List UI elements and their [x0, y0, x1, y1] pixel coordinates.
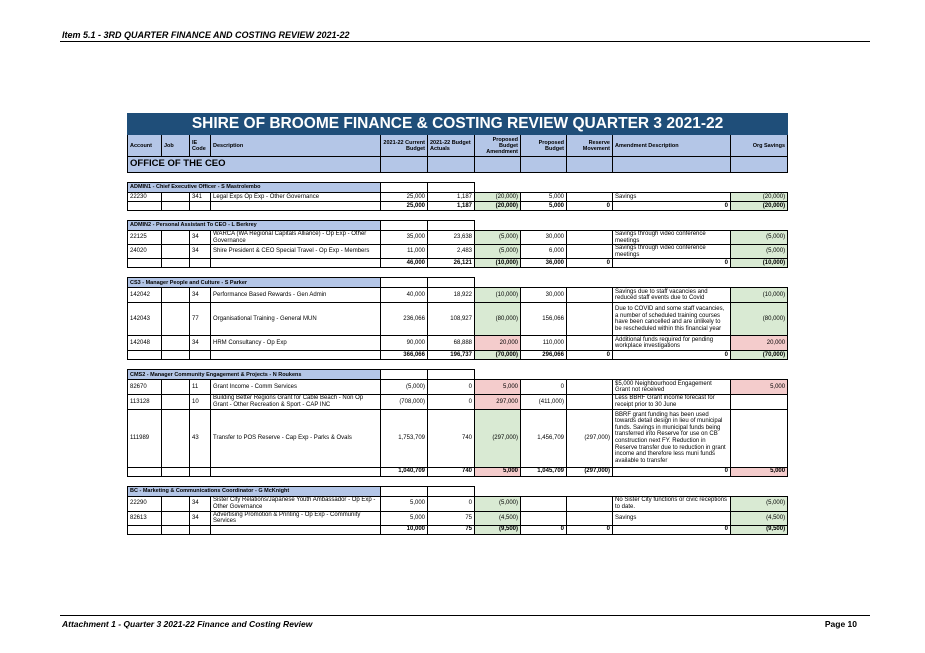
job-cell	[162, 511, 190, 525]
total-savings-cell: (9,500)	[731, 525, 788, 534]
actuals-cell: 68,888	[428, 336, 475, 351]
reserve-movement-cell	[567, 511, 613, 525]
amendment-description-cell: Savings through video conference meetings	[613, 231, 731, 245]
job-cell	[162, 303, 190, 336]
job-cell	[162, 231, 190, 245]
total-blank	[128, 259, 162, 268]
total-proposed-cell: 1,045,709	[521, 467, 567, 476]
actuals-cell: 740	[428, 409, 475, 467]
current-budget-cell: 11,000	[381, 245, 428, 259]
total-reserve-cell: (297,000)	[567, 467, 613, 476]
proposed-budget-cell: (411,000)	[521, 395, 567, 409]
section-spacer	[128, 173, 788, 183]
current-budget-cell: 40,000	[381, 288, 428, 303]
total-blank	[211, 525, 381, 534]
org-savings-cell: (5,000)	[731, 496, 788, 511]
ie-code-cell: 34	[190, 336, 211, 351]
section-header	[128, 278, 788, 288]
reserve-movement-cell	[567, 245, 613, 259]
reserve-movement-cell	[567, 288, 613, 303]
job-cell	[162, 245, 190, 259]
section-header-blank	[428, 370, 475, 380]
section-header-blank	[381, 486, 428, 496]
section-header-blank	[428, 278, 475, 288]
total-proposed-cell: 5,000	[521, 202, 567, 211]
total-reserve-cell: 0	[567, 259, 613, 268]
job-cell	[162, 193, 190, 202]
proposed-budget-cell	[521, 511, 567, 525]
section-spacer	[128, 268, 788, 278]
description-cell: Organisational Training - General MUN	[211, 303, 381, 336]
actuals-cell: 0	[428, 380, 475, 395]
table-row	[128, 496, 788, 511]
org-savings-cell: (80,000)	[731, 303, 788, 336]
total-actuals-cell: 1,187	[428, 202, 475, 211]
total-blank	[128, 467, 162, 476]
proposed-amendment-cell: (80,000)	[475, 303, 521, 336]
proposed-budget-cell: 6,000	[521, 245, 567, 259]
reserve-movement-cell	[567, 336, 613, 351]
total-amend-desc-cell: 0	[613, 525, 731, 534]
section-spacer	[128, 211, 788, 221]
col-amendment-description: Amendment Description	[613, 135, 731, 157]
description-cell: HRM Consultancy - Op Exp	[211, 336, 381, 351]
table-row	[128, 380, 788, 395]
section-title: CMS2 - Manager Community Engagement & Projects - N Roukens	[128, 370, 381, 380]
section-header-blank	[381, 221, 428, 231]
total-blank	[190, 259, 211, 268]
current-budget-cell: 5,000	[381, 511, 428, 525]
org-savings-cell: (5,000)	[731, 245, 788, 259]
current-budget-cell: 1,753,709	[381, 409, 428, 467]
description-cell: Performance Based Rewards - Gen Admin	[211, 288, 381, 303]
total-blank	[162, 351, 190, 360]
amendment-description-cell: Less BBRF Grant income forecast for receipt prior to 30 June	[613, 395, 731, 409]
account-cell: 142048	[128, 336, 162, 351]
col-description: Description	[211, 135, 381, 157]
org-savings-cell: 20,000	[731, 336, 788, 351]
total-amendment-cell: 5,000	[475, 467, 521, 476]
total-budget-cell: 46,000	[381, 259, 428, 268]
proposed-budget-cell	[521, 496, 567, 511]
total-blank	[162, 259, 190, 268]
section-header	[128, 221, 788, 231]
amendment-description-cell: BBRF grant funding has been used towards detail design in lieu of municipal funds. Savings in municipal funds being transferred into Reserve for use on CB construction next FY. Reduction in Reserve transfer due to reduction in grant income and therefore less muni funds available to transfer	[613, 409, 731, 467]
proposed-amendment-cell: (4,500)	[475, 511, 521, 525]
ie-code-cell: 34	[190, 496, 211, 511]
section-total-row	[128, 467, 788, 476]
total-savings-cell: (20,000)	[731, 202, 788, 211]
total-blank	[211, 202, 381, 211]
reserve-movement-cell	[567, 193, 613, 202]
total-reserve-cell: 0	[567, 351, 613, 360]
total-proposed-cell: 296,066	[521, 351, 567, 360]
total-blank	[128, 351, 162, 360]
description-cell: Shire President & CEO Special Travel - Op Exp - Members	[211, 245, 381, 259]
org-savings-cell: (20,000)	[731, 193, 788, 202]
amendment-description-cell: Savings due to staff vacancies and reduced staff events due to Covid	[613, 288, 731, 303]
total-amend-desc-cell: 0	[613, 351, 731, 360]
current-budget-cell: 90,000	[381, 336, 428, 351]
job-cell	[162, 395, 190, 409]
col-org-savings: Org Savings	[731, 135, 788, 157]
total-blank	[211, 351, 381, 360]
description-cell: WARCA (WA Regional Capitals Alliance) - Op Exp - Other Governance	[211, 231, 381, 245]
table-row	[128, 409, 788, 467]
account-cell: 24020	[128, 245, 162, 259]
description-cell: Sister City Relations/Japanese Youth Ambassador - Op Exp - Other Governance	[211, 496, 381, 511]
section-spacer	[128, 360, 788, 370]
page-header: Item 5.1 - 3RD QUARTER FINANCE AND COSTING REVIEW 2021-22	[62, 30, 350, 40]
amendment-description-cell: Due to COVID and some staff vacancies, a number of scheduled training courses have been cancelled and are unlikely to be rescheduled within this financial year	[613, 303, 731, 336]
proposed-amendment-cell: 297,000	[475, 395, 521, 409]
section-header-blank	[381, 278, 428, 288]
finance-review-table	[127, 113, 788, 535]
amendment-description-cell: No Sister City functions or civic receptions to date.	[613, 496, 731, 511]
job-cell	[162, 380, 190, 395]
proposed-budget-cell: 110,000	[521, 336, 567, 351]
proposed-amendment-cell: (5,000)	[475, 245, 521, 259]
total-blank	[190, 525, 211, 534]
current-budget-cell: 35,000	[381, 231, 428, 245]
total-blank	[190, 351, 211, 360]
proposed-budget-cell: 30,000	[521, 231, 567, 245]
table-row	[128, 288, 788, 303]
amendment-description-cell: Savings	[613, 511, 731, 525]
col-job: Job	[162, 135, 190, 157]
current-budget-cell: (5,000)	[381, 380, 428, 395]
total-savings-cell: (10,000)	[731, 259, 788, 268]
total-actuals-cell: 26,121	[428, 259, 475, 268]
reserve-movement-cell	[567, 395, 613, 409]
total-actuals-cell: 196,737	[428, 351, 475, 360]
account-cell: 22125	[128, 231, 162, 245]
org-savings-cell: (5,000)	[731, 231, 788, 245]
account-cell: 113128	[128, 395, 162, 409]
org-savings-cell: 5,000	[731, 380, 788, 395]
section-total-row	[128, 259, 788, 268]
total-reserve-cell: 0	[567, 525, 613, 534]
section-total-row	[128, 202, 788, 211]
actuals-cell: 0	[428, 395, 475, 409]
section-title: CS3 - Manager People and Culture - S Parker	[128, 278, 381, 288]
section-title: BC - Marketing & Communications Coordinator - G McKnight	[128, 486, 381, 496]
total-amendment-cell: (10,000)	[475, 259, 521, 268]
job-cell	[162, 496, 190, 511]
section-header-blank	[381, 370, 428, 380]
proposed-budget-cell: 5,000	[521, 193, 567, 202]
proposed-budget-cell: 1,456,709	[521, 409, 567, 467]
proposed-budget-cell: 30,000	[521, 288, 567, 303]
job-cell	[162, 336, 190, 351]
total-budget-cell: 1,040,709	[381, 467, 428, 476]
org-savings-cell	[731, 409, 788, 467]
footer-divider	[60, 615, 870, 616]
column-header-row	[128, 135, 788, 157]
ie-code-cell: 43	[190, 409, 211, 467]
col-current-budget: 2021-22 Current Budget	[381, 135, 428, 157]
report-title: SHIRE OF BROOME FINANCE & COSTING REVIEW QUARTER 3 2021-22	[128, 114, 788, 135]
current-budget-cell: 5,000	[381, 496, 428, 511]
account-cell: 111989	[128, 409, 162, 467]
amendment-description-cell: Savings through video conference meetings	[613, 245, 731, 259]
actuals-cell: 2,483	[428, 245, 475, 259]
table-row	[128, 303, 788, 336]
org-savings-cell: (10,000)	[731, 288, 788, 303]
header-divider	[60, 41, 870, 42]
total-amend-desc-cell: 0	[613, 202, 731, 211]
description-cell: Building Better Regions Grant for Cable Beach - Non Op Grant - Other Recreation & Sport - CAP INC	[211, 395, 381, 409]
proposed-amendment-cell: 20,000	[475, 336, 521, 351]
account-cell: 142042	[128, 288, 162, 303]
account-cell: 142043	[128, 303, 162, 336]
total-proposed-cell: 36,000	[521, 259, 567, 268]
ie-code-cell: 34	[190, 511, 211, 525]
ie-code-cell: 34	[190, 231, 211, 245]
amendment-description-cell: $5,000 Neighbourhood Engagement Grant not received	[613, 380, 731, 395]
total-amendment-cell: (20,000)	[475, 202, 521, 211]
proposed-amendment-cell: (297,000)	[475, 409, 521, 467]
amendment-description-cell: Additional funds required for pending workplace investigations	[613, 336, 731, 351]
description-cell: Grant Income - Comm Services	[211, 380, 381, 395]
section-title: ADMIN1 - Chief Executive Officer - S Mastrolembo	[128, 183, 381, 193]
total-budget-cell: 366,066	[381, 351, 428, 360]
proposed-budget-cell: 0	[521, 380, 567, 395]
job-cell	[162, 288, 190, 303]
section-header-blank	[428, 221, 475, 231]
actuals-cell: 108,927	[428, 303, 475, 336]
section-title: ADMIN2 - Personal Assistant To CEO - L Berkrey	[128, 221, 381, 231]
org-savings-cell	[731, 395, 788, 409]
total-amendment-cell: (9,500)	[475, 525, 521, 534]
proposed-amendment-cell: (5,000)	[475, 231, 521, 245]
total-blank	[162, 202, 190, 211]
section-header	[128, 370, 788, 380]
reserve-movement-cell: (297,000)	[567, 409, 613, 467]
section-total-row	[128, 351, 788, 360]
current-budget-cell: 236,066	[381, 303, 428, 336]
reserve-movement-cell	[567, 496, 613, 511]
col-ie-code: IE Code	[190, 135, 211, 157]
description-cell: Legal Exps Op Exp - Other Governance	[211, 193, 381, 202]
amendment-description-cell: Savings	[613, 193, 731, 202]
total-blank	[211, 259, 381, 268]
section-total-row	[128, 525, 788, 534]
section-header-blank	[428, 183, 475, 193]
total-amend-desc-cell: 0	[613, 259, 731, 268]
proposed-amendment-cell: 5,000	[475, 380, 521, 395]
total-blank	[128, 525, 162, 534]
org-savings-cell: (4,500)	[731, 511, 788, 525]
account-cell: 22230	[128, 193, 162, 202]
col-proposed-budget: Proposed Budget	[521, 135, 567, 157]
account-cell: 82670	[128, 380, 162, 395]
total-budget-cell: 10,000	[381, 525, 428, 534]
account-cell: 22290	[128, 496, 162, 511]
proposed-amendment-cell: (5,000)	[475, 496, 521, 511]
ie-code-cell: 77	[190, 303, 211, 336]
table-row	[128, 511, 788, 525]
actuals-cell: 75	[428, 511, 475, 525]
proposed-budget-cell: 156,066	[521, 303, 567, 336]
section-spacer	[128, 476, 788, 486]
page-number: Page 10	[824, 619, 857, 629]
col-reserve-movement: Reserve Movement	[567, 135, 613, 157]
section-header-blank	[381, 183, 428, 193]
total-blank	[190, 467, 211, 476]
current-budget-cell: (708,000)	[381, 395, 428, 409]
section-header-blank	[428, 486, 475, 496]
total-blank	[162, 525, 190, 534]
total-blank	[211, 467, 381, 476]
actuals-cell: 23,638	[428, 231, 475, 245]
actuals-cell: 18,922	[428, 288, 475, 303]
reserve-movement-cell	[567, 380, 613, 395]
total-blank	[162, 467, 190, 476]
ie-code-cell: 11	[190, 380, 211, 395]
job-cell	[162, 409, 190, 467]
description-cell: Transfer to POS Reserve - Cap Exp - Parks & Ovals	[211, 409, 381, 467]
table-row	[128, 231, 788, 245]
total-savings-cell: 5,000	[731, 467, 788, 476]
total-blank	[128, 202, 162, 211]
table-row	[128, 245, 788, 259]
actuals-cell: 0	[428, 496, 475, 511]
total-amendment-cell: (70,000)	[475, 351, 521, 360]
section-header	[128, 183, 788, 193]
section-header	[128, 486, 788, 496]
proposed-amendment-cell: (10,000)	[475, 288, 521, 303]
total-budget-cell: 25,000	[381, 202, 428, 211]
total-reserve-cell: 0	[567, 202, 613, 211]
ie-code-cell: 10	[190, 395, 211, 409]
total-actuals-cell: 75	[428, 525, 475, 534]
col-proposed-amendment: Proposed Budget Amendment	[475, 135, 521, 157]
ie-code-cell: 341	[190, 193, 211, 202]
current-budget-cell: 25,000	[381, 193, 428, 202]
reserve-movement-cell	[567, 303, 613, 336]
total-savings-cell: (70,000)	[731, 351, 788, 360]
ie-code-cell: 34	[190, 245, 211, 259]
total-blank	[190, 202, 211, 211]
total-amend-desc-cell: 0	[613, 467, 731, 476]
proposed-amendment-cell: (20,000)	[475, 193, 521, 202]
account-cell: 82613	[128, 511, 162, 525]
col-actuals: 2021-22 Budget Actuals	[428, 135, 475, 157]
actuals-cell: 1,187	[428, 193, 475, 202]
col-account: Account	[128, 135, 162, 157]
table-row	[128, 193, 788, 202]
ie-code-cell: 34	[190, 288, 211, 303]
reserve-movement-cell	[567, 231, 613, 245]
total-proposed-cell: 0	[521, 525, 567, 534]
table-row	[128, 336, 788, 351]
office-row	[128, 157, 788, 173]
table-row	[128, 395, 788, 409]
office-label: OFFICE OF THE CEO	[128, 157, 381, 173]
total-actuals-cell: 740	[428, 467, 475, 476]
footer-attachment: Attachment 1 - Quarter 3 2021-22 Finance and Costing Review	[62, 619, 313, 629]
description-cell: Advertising Promotion & Printing - Op Exp - Community Services	[211, 511, 381, 525]
